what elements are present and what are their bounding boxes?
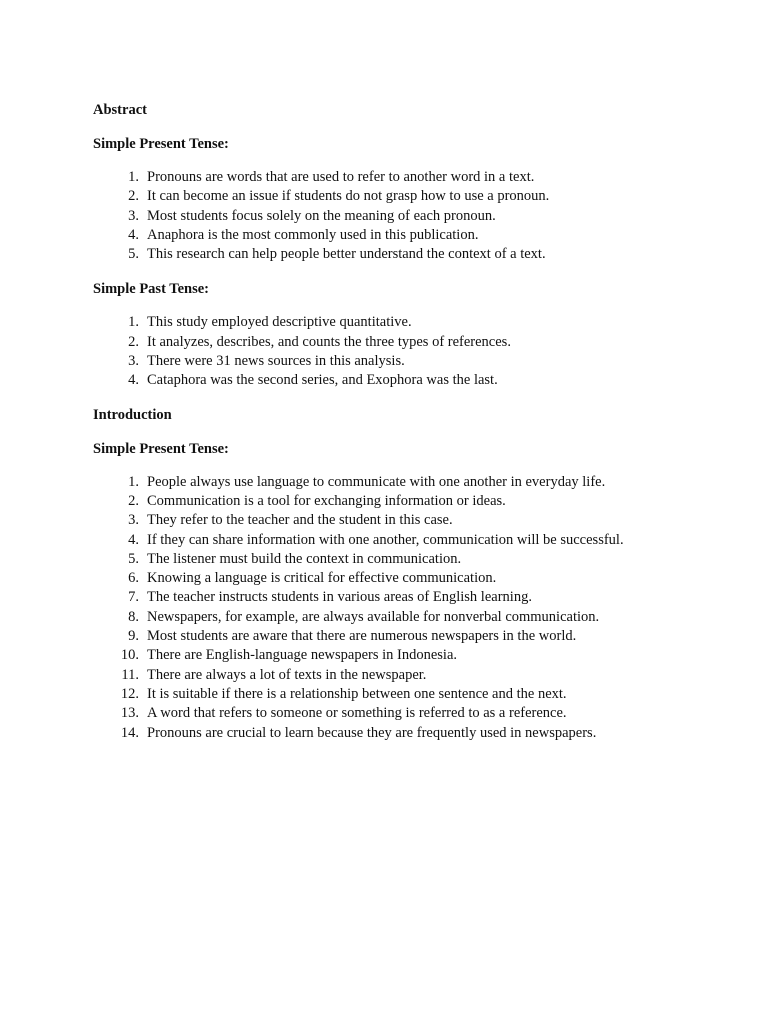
- item-text: A word that refers to someone or something is referred to as a reference.: [147, 705, 567, 722]
- item-text: It analyzes, describes, and counts the three types of references.: [147, 333, 511, 350]
- item-number: 2.: [128, 333, 139, 350]
- list-item: [93, 666, 728, 685]
- item-text: The teacher instructs students in various areas of English learning.: [147, 589, 532, 606]
- item-text: People always use language to communicate with one another in everyday life.: [147, 473, 606, 490]
- item-number: 3.: [128, 512, 139, 529]
- list-item: [93, 724, 728, 743]
- item-text: If they can share information with one another, communication will be successful.: [147, 531, 624, 548]
- item-number: 4.: [128, 531, 139, 548]
- list-item: [93, 313, 728, 332]
- item-number: 1.: [128, 169, 139, 185]
- list-item: [93, 569, 728, 588]
- list-item: [93, 473, 728, 492]
- item-text: There were 31 news sources in this analysis.: [147, 353, 405, 370]
- item-number: 9.: [128, 628, 139, 645]
- item-number: 7.: [128, 589, 139, 606]
- item-text: Cataphora was the second series, and Exophora was the last.: [147, 372, 498, 389]
- item-text: This study employed descriptive quantitative.: [147, 314, 412, 331]
- list-item: [93, 511, 728, 530]
- list-item: [93, 245, 728, 264]
- item-text: Knowing a language is critical for effective communication.: [147, 570, 497, 587]
- item-text: Communication is a tool for exchanging information or ideas.: [147, 492, 506, 509]
- list-item: [93, 550, 728, 569]
- list-item: [93, 531, 728, 550]
- item-text: It is suitable if there is a relationship between one sentence and the next.: [147, 685, 567, 702]
- item-number: 11.: [121, 666, 139, 683]
- item-text: There are English-language newspapers in Indonesia.: [147, 647, 458, 664]
- item-number: 10.: [120, 647, 139, 664]
- item-text: It can become an issue if students do not grasp how to use a pronoun.: [147, 188, 550, 205]
- item-number: 3.: [128, 207, 139, 224]
- list-item: [93, 685, 728, 704]
- list-item: [93, 207, 728, 226]
- item-text: Newspapers, for example, are always available for nonverbal communication.: [147, 608, 600, 625]
- introduction-present-list: [93, 473, 728, 743]
- item-number: 2.: [128, 188, 139, 205]
- item-number: 8.: [128, 608, 139, 625]
- item-text: There are always a lot of texts in the newspaper.: [147, 666, 427, 683]
- list-item: [93, 333, 728, 352]
- item-number: 14.: [120, 724, 139, 741]
- list-item: [93, 352, 728, 371]
- abstract-past-list: [93, 313, 728, 390]
- item-number: 4.: [128, 226, 139, 243]
- item-text: Pronouns are words that are used to refer to another word in a text.: [147, 169, 535, 185]
- item-number: 1.: [128, 314, 139, 331]
- item-text: Anaphora is the most commonly used in this publication.: [147, 226, 479, 243]
- introduction-heading: Introduction: [93, 406, 172, 423]
- list-item: [93, 226, 728, 245]
- list-item: [93, 704, 728, 723]
- list-item: [93, 627, 728, 646]
- item-number: 5.: [128, 550, 139, 567]
- list-item: [93, 588, 728, 607]
- item-text: They refer to the teacher and the student in this case.: [147, 512, 453, 529]
- item-text: Most students are aware that there are numerous newspapers in the world.: [147, 628, 577, 645]
- introduction-present-heading: Simple Present Tense:: [93, 440, 229, 457]
- list-item: [93, 608, 728, 627]
- abstract-present-heading: Simple Present Tense:: [93, 136, 229, 152]
- item-number: 1.: [128, 473, 139, 490]
- abstract-past-heading: Simple Past Tense:: [93, 281, 210, 298]
- list-item: [93, 492, 728, 511]
- item-number: 5.: [128, 246, 139, 263]
- item-number: 3.: [128, 353, 139, 370]
- item-number: 6.: [128, 570, 139, 587]
- item-text: The listener must build the context in communication.: [147, 550, 462, 567]
- item-number: 12.: [120, 685, 139, 702]
- list-item: [93, 371, 728, 390]
- list-item: [93, 168, 728, 187]
- list-item: [93, 187, 728, 206]
- abstract-heading: Abstract: [93, 102, 147, 118]
- item-number: 4.: [128, 372, 139, 389]
- item-text: This research can help people better understand the context of a text.: [147, 246, 546, 263]
- abstract-present-list: [93, 168, 728, 264]
- item-text: Most students focus solely on the meaning of each pronoun.: [147, 207, 496, 224]
- list-item: [93, 646, 728, 665]
- item-number: 2.: [128, 492, 139, 509]
- item-text: Pronouns are crucial to learn because they are frequently used in newspapers.: [147, 724, 597, 741]
- item-number: 13.: [120, 705, 139, 722]
